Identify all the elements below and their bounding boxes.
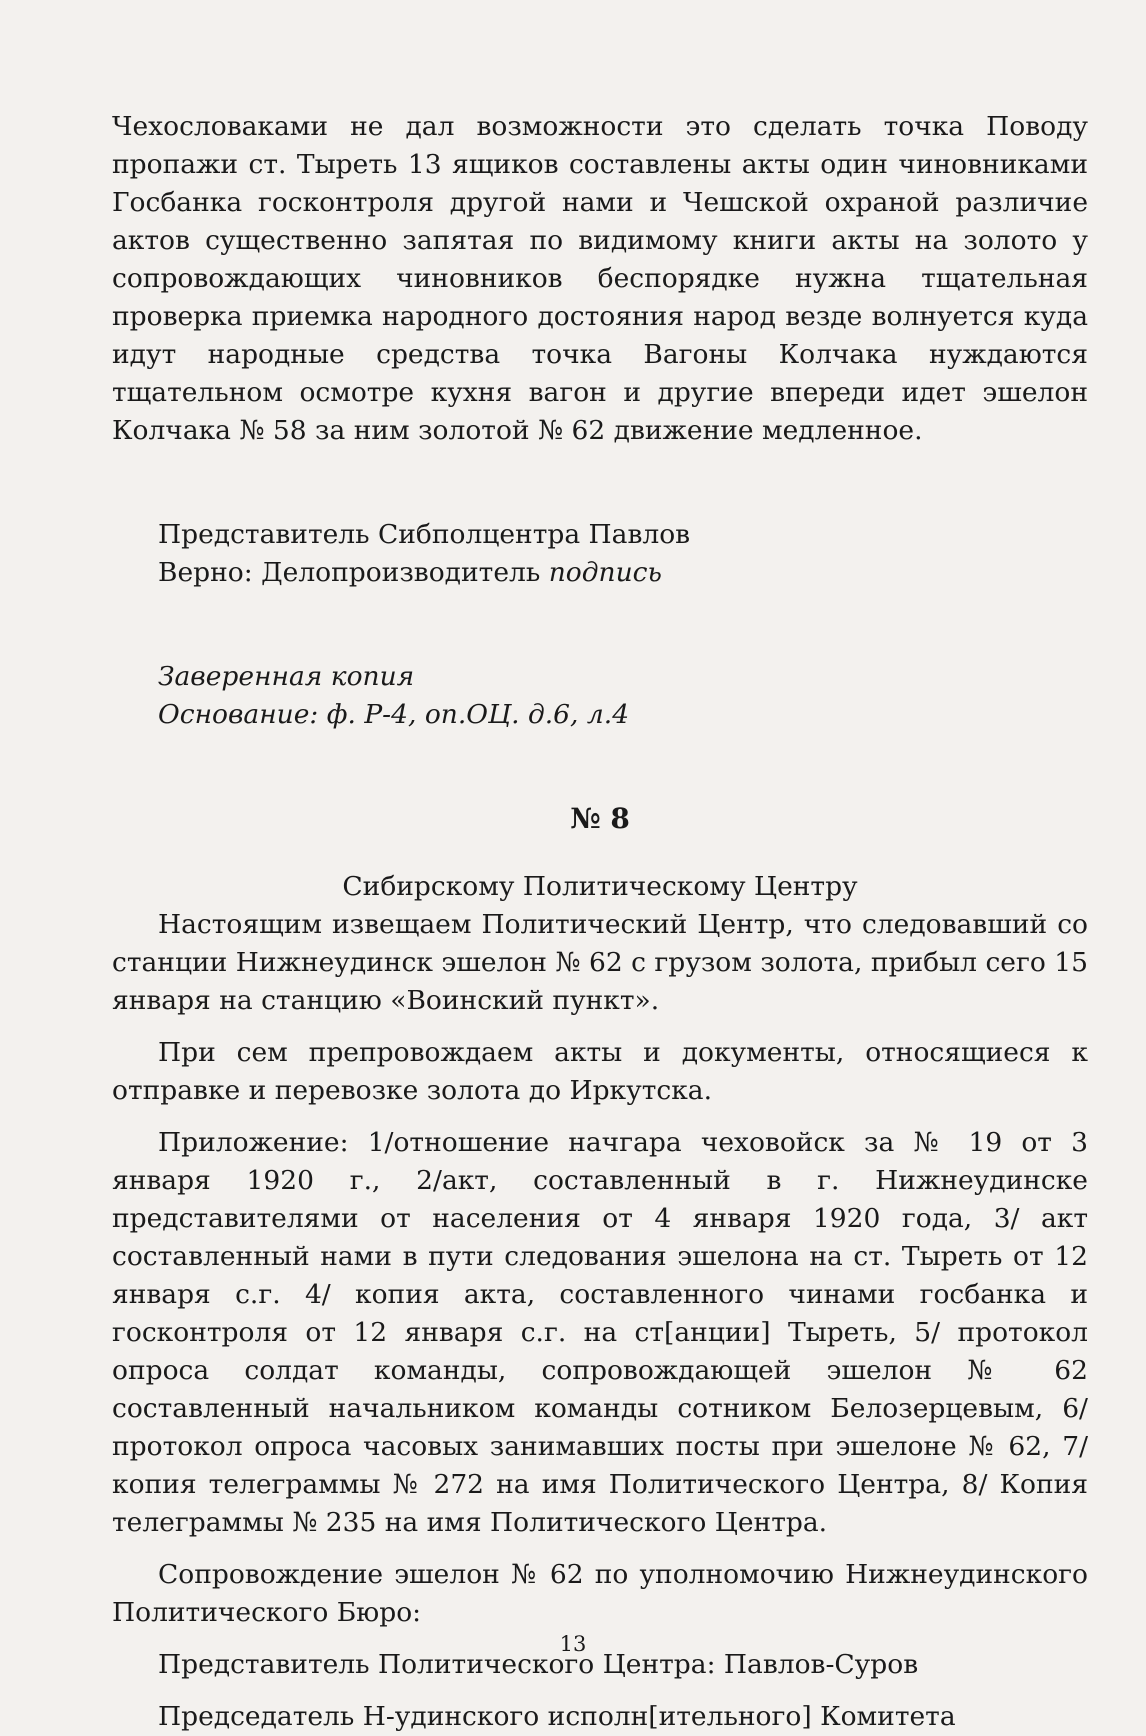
body-paragraph: При сем препровождаем акты и документы, относящиеся к отправке и перевозке золота до Иркутска. (112, 1037, 1088, 1106)
verified-line (112, 554, 1088, 592)
sender-signature-line: Представитель Сибполцентра Павлов (158, 519, 691, 550)
document-number: № 8 (570, 802, 630, 835)
appendix-paragraph: Приложение: 1/отношение начгара чеховойск за № 19 от 3 января 1920 г., 2/акт, составленный в г. Нижнеудинске представителями от населения от 4 января 1920 года, 3/ акт составленный нами в пути следования эшелона на ст. Тыреть от 12 января с.г. 4/ копия акта, составленного чинами госбанка и госконтроля от 12 января с.г. на ст[анции] Тыреть, 5/ протокол опроса солдат команды, сопровождающей эшелон № 62 составленный начальником команды сотником Белозерцевым, 6/протокол опроса часовых занимавших посты при эшелоне № 62, 7/ копия телеграммы № 272 на имя Политического Центра, 8/ Копия телеграммы № 235 на имя Политического Центра. (112, 1127, 1088, 1538)
page-number: 13 (559, 1632, 587, 1656)
signature-placeholder: подпись (548, 557, 662, 588)
page-body (112, 108, 1088, 1736)
opening-paragraph: Чехословаками не дал возможности это сделать точка Поводу пропажи ст. Тыреть 13 ящиков составлены акты один чиновниками Госбанка госконтроля другой нами и Чешской охраной различие актов существенно запятая по видимому книги акты на золото у сопровождающих чиновников беспорядке нужна тщательная проверка приемка народного достояния народ везде волнуется куда идут народные средства точка Вагоны Колчака нуждаются тщательном осмотре кухня вагон и другие впереди идет эшелон Колчака № 58 за ним золотой № 62 движение медленное. (112, 111, 1088, 446)
signatory-line: Представитель Политического Центра: Павлов-Суров (158, 1649, 919, 1680)
verified-prefix: Верно: Делопроизводитель (158, 557, 541, 588)
escort-paragraph: Сопровождение эшелон № 62 по уполномочию Нижнеудинского Политического Бюро: (112, 1559, 1088, 1628)
signatory-line: Председатель Н-удинского исполн[ительного] Комитета (158, 1701, 956, 1732)
addressee: Сибирскому Политическому Центру (342, 871, 858, 902)
body-paragraph: Настоящим извещаем Политический Центр, что следовавший со станции Нижнеудинск эшелон № 62 с грузом золота, прибыл сего 15 января на станцию «Воинский пункт». (112, 909, 1088, 1016)
archive-basis-note: Основание: ф. Р-4, оп.ОЦ. д.6, л.4 (158, 699, 630, 730)
certified-copy-note: Заверенная копия (158, 661, 415, 692)
